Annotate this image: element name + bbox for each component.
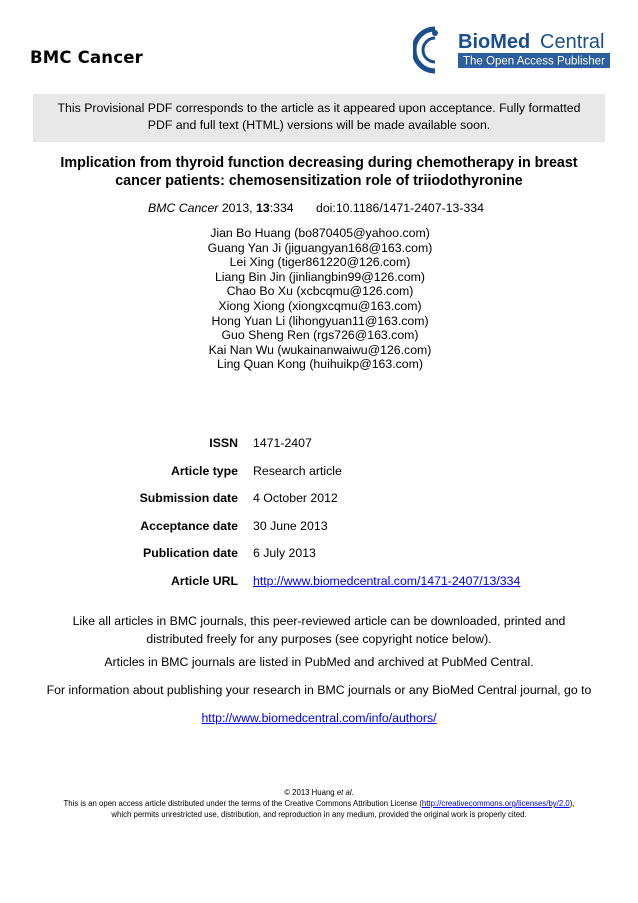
author: Xiong Xiong (xiongxcqmu@163.com)	[218, 298, 422, 313]
notice-line-1: This Provisional PDF corresponds to the article as it appeared upon acceptance. Fully formatted	[57, 101, 581, 115]
notice-line-2: PDF and full text (HTML) versions will be made available soon.	[147, 118, 491, 132]
provisional-notice	[33, 94, 605, 142]
license-line-2: which permits unrestricted use, distribution, and reproduction in any medium, provided the original work is properly cited.	[111, 810, 527, 819]
citation-volume: 13	[256, 201, 270, 215]
meta-label: Article URL	[171, 574, 238, 588]
author: Ling Quan Kong (huihuikp@163.com)	[217, 357, 423, 372]
author: Lei Xing (tiger861220@126.com)	[229, 255, 411, 270]
publishing-info-note: For information about publishing your research in BMC journals or any BioMed Central journal, go to	[46, 683, 592, 697]
logo-brand-light: Central	[540, 31, 605, 53]
meta-label: Acceptance date	[140, 519, 238, 533]
title-line-2: cancer patients: chemosensitization role of triiodothyronine	[115, 173, 523, 189]
para1-line-1: Like all articles in BMC journals, this peer-reviewed article can be downloaded, printed and	[72, 614, 566, 628]
author: Guo Sheng Ren (rgs726@163.com)	[221, 328, 419, 343]
meta-value: 30 June 2013	[253, 519, 328, 533]
citation-journal: BMC Cancer	[148, 201, 219, 215]
meta-label: Submission date	[139, 491, 238, 505]
copyright-etal: et al.	[336, 788, 354, 797]
pubmed-note: Articles in BMC journals are listed in PubMed and archived at PubMed Central.	[104, 655, 534, 669]
meta-row-submission-date	[0, 491, 638, 507]
author: Liang Bin Jin (jinliangbin99@126.com)	[214, 269, 426, 284]
article-url-link[interactable]: http://www.biomedcentral.com/1471-2407/13/334	[253, 574, 521, 588]
logo-tagline: The Open Access Publisher	[463, 55, 605, 68]
journal-name: BMC Cancer	[30, 48, 143, 67]
meta-row-article-url	[0, 574, 638, 590]
copyright-text: © 2013 Huang	[284, 788, 335, 797]
author-list	[120, 226, 520, 372]
copyright-line	[0, 787, 638, 798]
meta-value: 4 October 2012	[253, 491, 338, 505]
meta-label: ISSN	[209, 436, 238, 450]
author: Kai Nan Wu (wukainanwaiwu@126.com)	[208, 342, 432, 357]
license-link[interactable]: http://creativecommons.org/licenses/by/2.0	[421, 799, 570, 808]
license-line-1	[0, 798, 638, 809]
author: Hong Yuan Li (lihongyuan11@163.com)	[211, 313, 429, 328]
meta-row-publication-date	[0, 546, 638, 562]
license-text-end: ),	[569, 799, 575, 808]
meta-row-article-type	[0, 464, 638, 480]
doi: doi:10.1186/1471-2407-13-334	[316, 201, 484, 215]
author: Jian Bo Huang (bo870405@yahoo.com)	[210, 226, 430, 240]
meta-value: Research article	[253, 464, 342, 478]
open-access-note	[20, 613, 618, 648]
meta-value: 1471-2407	[253, 436, 312, 450]
title-line-1: Implication from thyroid function decreasing during chemotherapy in breast	[60, 155, 578, 171]
copyright-footer	[0, 787, 638, 820]
article-title	[30, 154, 608, 190]
meta-row-acceptance-date	[0, 519, 638, 535]
publishing-info-link-row	[20, 710, 618, 728]
logo-brand-bold: BioMed	[458, 31, 531, 53]
license-text: This is an open access article distributed under the terms of the Creative Commons Attribution License (	[63, 799, 422, 808]
authors-info-link[interactable]: http://www.biomedcentral.com/info/authors/	[201, 711, 437, 725]
citation-year: 2013,	[221, 201, 253, 215]
meta-label: Article type	[171, 464, 238, 478]
author: Guang Yan Ji (jiguangyan168@163.com)	[207, 240, 433, 255]
meta-label: Publication date	[143, 546, 238, 560]
biomed-central-logo	[413, 25, 613, 75]
para1-line-2: distributed freely for any purposes (see copyright notice below).	[146, 631, 492, 646]
author: Chao Bo Xu (xcbcqmu@126.com)	[226, 284, 414, 299]
meta-row-issn	[0, 436, 638, 452]
meta-value: 6 July 2013	[253, 546, 316, 560]
citation-article: :334	[269, 201, 294, 215]
